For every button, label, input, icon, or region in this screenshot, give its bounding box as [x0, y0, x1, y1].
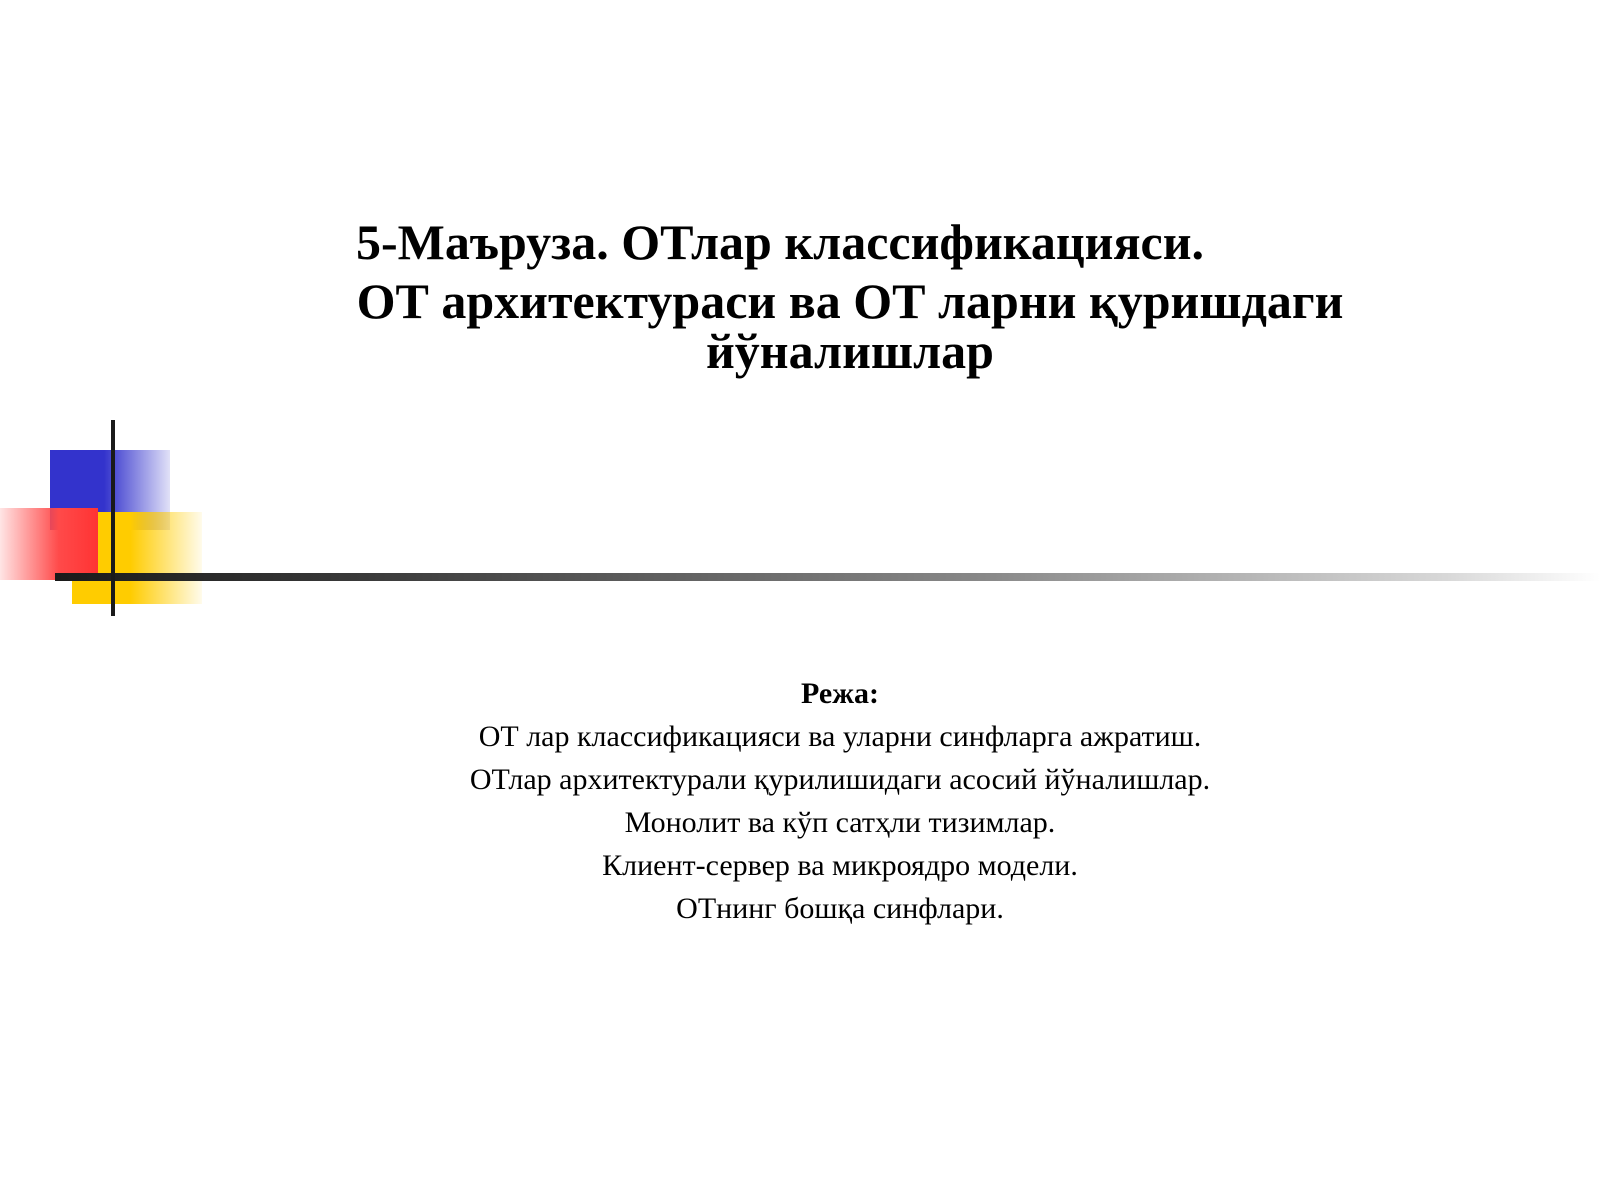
plan-heading: Режа:: [801, 677, 879, 710]
plan-section: [360, 672, 1320, 930]
plan-item: Монолит ва кўп сатҳли тизимлар.: [624, 806, 1056, 839]
plan-item: ОТлар архитектурали қурилишидаги асосий йўналишлар.: [469, 763, 1211, 796]
title-line-2: ОТ архитектураси ва ОТ ларни қуришдаги йўналишлар: [356, 273, 1344, 379]
plan-item: Клиент-сервер ва микроядро модели.: [602, 849, 1078, 882]
title-line-1: 5-Маъруза. ОТлар классификацияси.: [355, 214, 1205, 270]
red-square-shape: [0, 508, 98, 580]
plan-item: ОТ лар классификацияси ва уларни синфларга ажратиш.: [478, 720, 1202, 753]
plan-item: ОТнинг бошқа синфлари.: [676, 892, 1004, 925]
decorative-graphic: [0, 420, 1600, 620]
horizontal-rule: [55, 573, 1600, 581]
vertical-rule: [111, 420, 115, 616]
